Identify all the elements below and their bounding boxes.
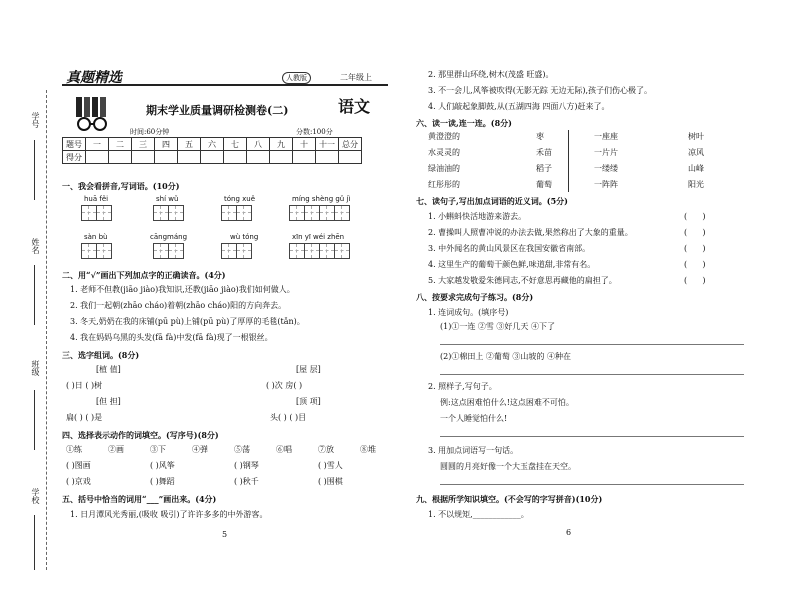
q6-col2-item[interactable]: 禾苗 xyxy=(536,148,552,157)
q2-line: 4. 我在妈妈乌黑的头发(fā fà)中发(fā fà)现了一根银丝。 xyxy=(70,333,273,342)
q3-row[interactable]: 头( ) ( )目 xyxy=(270,413,307,422)
book-glasses-icon xyxy=(72,94,112,134)
q6-col3-item[interactable]: 一缕缕 xyxy=(594,164,618,173)
logo-text: 真题精选 xyxy=(66,70,122,86)
pinyin: xīn yī wéi zhēn xyxy=(292,233,345,241)
q6-title: 六、读一读,连一连。(8分) xyxy=(416,118,512,128)
q2-line: 2. 我们一起朝(zhāo cháo)着朝(zhāo cháo)阳的方向奔去。 xyxy=(70,301,287,310)
label-school: 学校 xyxy=(31,488,40,504)
q3-row[interactable]: ( )次 房( ) xyxy=(266,381,303,390)
q7-line: 4. 这里生产的葡萄干颜色鲜,味道甜,非常有名。 xyxy=(428,260,596,269)
score-entry[interactable] xyxy=(86,151,109,164)
q6-col2-item[interactable]: 葡萄 xyxy=(536,180,552,189)
q4-option: ③下 xyxy=(150,445,166,454)
q3-pair: [但 担] xyxy=(96,397,121,406)
q9-title: 九、根据所学知识填空。(不会写的字写拼音)(10分) xyxy=(416,494,603,504)
class-blank[interactable] xyxy=(34,390,35,450)
q5-line: 2. 那里群山环绕,树木(茂盛 旺盛)。 xyxy=(428,70,554,79)
q4-option: ①练 xyxy=(66,445,82,454)
score-cell: 一 xyxy=(86,138,109,151)
writing-grid[interactable] xyxy=(222,243,252,259)
q6-col1-item[interactable]: 水灵灵的 xyxy=(428,148,460,157)
q4-option: ⑦放 xyxy=(318,445,334,454)
time-limit: 时间:60分钟 xyxy=(130,128,170,136)
q4-blank[interactable]: ( )舞蹈 xyxy=(150,477,175,486)
q6-col3-item[interactable]: 一座座 xyxy=(594,132,618,141)
q7-line: 5. 大家越发敬爱朱德同志,不好意思再藏他的扁担了。 xyxy=(428,276,617,285)
answer-line[interactable] xyxy=(440,436,744,437)
writing-grid[interactable] xyxy=(154,205,184,221)
score-cell: 三 xyxy=(132,138,155,151)
score-cell: 六 xyxy=(201,138,224,151)
q6-col1-item[interactable]: 黄澄澄的 xyxy=(428,132,460,141)
q3-pair: [屋 层] xyxy=(296,365,321,374)
writing-grid[interactable] xyxy=(290,243,350,259)
q8-item: (2)①棉田上 ②葡萄 ③山坡的 ④种在 xyxy=(440,352,571,361)
q5-title: 五、括号中恰当的词用“___”画出来。(4分) xyxy=(62,494,217,504)
q4-option: ⑤荡 xyxy=(234,445,250,454)
q6-col3-item[interactable]: 一片片 xyxy=(594,148,618,157)
score-entry[interactable] xyxy=(293,151,316,164)
pinyin: sàn bù xyxy=(84,233,108,241)
subject-title: 语文 xyxy=(338,97,371,116)
q4-option: ②画 xyxy=(108,445,124,454)
score-entry[interactable] xyxy=(201,151,224,164)
q4-blank[interactable]: ( )钢琴 xyxy=(234,461,259,470)
q4-option: ⑥唱 xyxy=(276,445,292,454)
q4-option: ⑧堆 xyxy=(360,445,376,454)
page-number-right: 6 xyxy=(566,528,572,537)
q6-col4-item[interactable]: 凉风 xyxy=(688,148,704,157)
score-entry[interactable] xyxy=(132,151,155,164)
q4-blank[interactable]: ( )图画 xyxy=(66,461,91,470)
score-entry[interactable] xyxy=(339,151,362,164)
q4-option: ④弹 xyxy=(192,445,208,454)
answer-line[interactable] xyxy=(440,344,744,345)
q7-answer-paren[interactable]: ( ) xyxy=(684,228,706,237)
score-entry[interactable] xyxy=(155,151,178,164)
q5-line: 4. 人们敲起象脚鼓,从(五湖四海 四面八方)赶来了。 xyxy=(428,102,610,111)
school-blank[interactable] xyxy=(34,515,35,570)
q6-col1-item[interactable]: 绿油油的 xyxy=(428,164,460,173)
q6-col1-item[interactable]: 红彤彤的 xyxy=(428,180,460,189)
q3-row[interactable]: 扁( ) ( )是 xyxy=(66,413,103,422)
q6-col4-item[interactable]: 阳光 xyxy=(688,180,704,189)
score-entry[interactable] xyxy=(247,151,270,164)
q7-line: 1. 小蝌蚪快活地游来游去。 xyxy=(428,212,527,221)
q8-title: 八、按要求完成句子练习。(8分) xyxy=(416,292,534,302)
binding-line xyxy=(46,90,47,570)
q6-col2-item[interactable]: 稻子 xyxy=(536,164,552,173)
q4-blank[interactable]: ( )秋千 xyxy=(234,477,259,486)
score-cell: 九 xyxy=(270,138,293,151)
q8-sub: 3. 用加点词语写一句话。 xyxy=(428,446,519,455)
pinyin: shí wǔ xyxy=(156,195,179,203)
id-blank[interactable] xyxy=(34,140,35,200)
q4-title: 四、选择表示动作的词填空。(写序号)(8分) xyxy=(62,430,219,440)
pinyin: míng shèng gǔ jì xyxy=(292,195,351,203)
writing-grid[interactable] xyxy=(82,243,112,259)
q8-sub: 1. 连词成句。(填序号) xyxy=(428,308,509,317)
q8-item: 圆圆的月亮好像一个大玉盘挂在天空。 xyxy=(440,462,576,471)
answer-line[interactable] xyxy=(440,374,744,375)
grade-label: 二年级上 xyxy=(340,73,372,82)
q4-blank[interactable]: ( )围棋 xyxy=(318,477,343,486)
page-number-left: 5 xyxy=(222,530,228,539)
q7-line: 3. 中外闻名的黄山风景区在我国安徽省南部。 xyxy=(428,244,591,253)
score-cell: 得分 xyxy=(63,151,86,164)
score-table xyxy=(62,137,362,164)
q4-blank[interactable]: ( )京戏 xyxy=(66,477,91,486)
pinyin: wù tóng xyxy=(230,233,259,241)
q8-item: (1)①一连 ②雪 ③好几天 ④下了 xyxy=(440,322,555,331)
q7-answer-paren[interactable]: ( ) xyxy=(684,244,706,253)
q2-line: 1. 老师不但教(jiāo jiào)我知识,还教(jiāo jiào)我们如何做人。 xyxy=(70,285,295,294)
writing-grid[interactable] xyxy=(222,205,252,221)
q4-blank[interactable]: ( )雪人 xyxy=(318,461,343,470)
label-class: 班级 xyxy=(31,360,40,376)
score-cell: 二 xyxy=(109,138,132,151)
label-student-id: 学号 xyxy=(31,112,40,128)
q8-sub: 2. 照样子,写句子。 xyxy=(428,382,497,391)
q8-item: 一个人睡觉怕什么! xyxy=(440,414,508,423)
edition-badge: 人教版 xyxy=(282,72,311,84)
score-entry[interactable] xyxy=(224,151,247,164)
score-entry[interactable] xyxy=(178,151,201,164)
name-blank[interactable] xyxy=(34,265,35,325)
q5-line: 1. 日月潭风光秀丽,(吸收 吸引)了许许多多的中外游客。 xyxy=(70,510,268,519)
q6-divider xyxy=(568,130,569,192)
exam-title: 期末学业质量调研检测卷(二) xyxy=(146,104,289,117)
q7-answer-paren[interactable]: ( ) xyxy=(684,212,706,221)
q8-item: 例:这点困难怕什么!这点困难不可怕。 xyxy=(440,398,574,407)
score-cell: 八 xyxy=(247,138,270,151)
pinyin: tóng xuě xyxy=(224,195,256,203)
total-score: 分数:100分 xyxy=(296,128,333,136)
q3-title: 三、选字组词。(8分) xyxy=(62,350,140,360)
writing-grid[interactable] xyxy=(154,243,184,259)
score-cell: 题号 xyxy=(63,138,86,151)
score-cell: 五 xyxy=(178,138,201,151)
q3-pair: [植 值] xyxy=(96,365,121,374)
q5-line: 3. 不一会儿,风筝被吹得(无影无踪 无边无际),孩子们伤心极了。 xyxy=(428,86,653,95)
score-entry[interactable] xyxy=(270,151,293,164)
q7-answer-paren[interactable]: ( ) xyxy=(684,260,706,269)
q4-blank[interactable]: ( )风筝 xyxy=(150,461,175,470)
pinyin: huā fěi xyxy=(84,195,109,203)
q6-col4-item[interactable]: 山峰 xyxy=(688,164,704,173)
q7-answer-paren[interactable]: ( ) xyxy=(684,276,706,285)
score-entry[interactable] xyxy=(109,151,132,164)
score-cell: 七 xyxy=(224,138,247,151)
q3-pair: [顶 项] xyxy=(296,397,321,406)
q7-line: 2. 曹操叫人照曹冲说的办法去做,果然称出了大象的重量。 xyxy=(428,228,633,237)
answer-line[interactable] xyxy=(440,484,744,485)
q6-col2-item[interactable]: 枣 xyxy=(536,132,544,141)
score-cell: 总分 xyxy=(339,138,362,151)
pinyin: cāngmáng xyxy=(150,233,188,241)
label-name: 姓名 xyxy=(31,238,40,254)
writing-grid[interactable] xyxy=(82,205,112,221)
q3-row[interactable]: ( )日 ( )树 xyxy=(66,381,103,390)
q6-col3-item[interactable]: 一阵阵 xyxy=(594,180,618,189)
q1-title: 一、我会看拼音,写词语。(10分) xyxy=(62,181,180,191)
q7-title: 七、读句子,写出加点词语的近义词。(5分) xyxy=(416,196,568,206)
q6-col4-item[interactable]: 树叶 xyxy=(688,132,704,141)
score-cell: 十 xyxy=(293,138,316,151)
writing-grid[interactable] xyxy=(290,205,350,221)
score-cell: 十一 xyxy=(316,138,339,151)
score-entry[interactable] xyxy=(316,151,339,164)
q9-line[interactable]: 1. 不以规矩,____________。 xyxy=(428,510,529,519)
score-cell: 四 xyxy=(155,138,178,151)
q2-title: 二、用“√”画出下列加点字的正确读音。(4分) xyxy=(62,270,226,280)
q2-line: 3. 冬天,奶奶在我的床铺(pū pù)上铺(pū pù)了厚厚的毛毯(tǎn)。 xyxy=(70,317,305,326)
